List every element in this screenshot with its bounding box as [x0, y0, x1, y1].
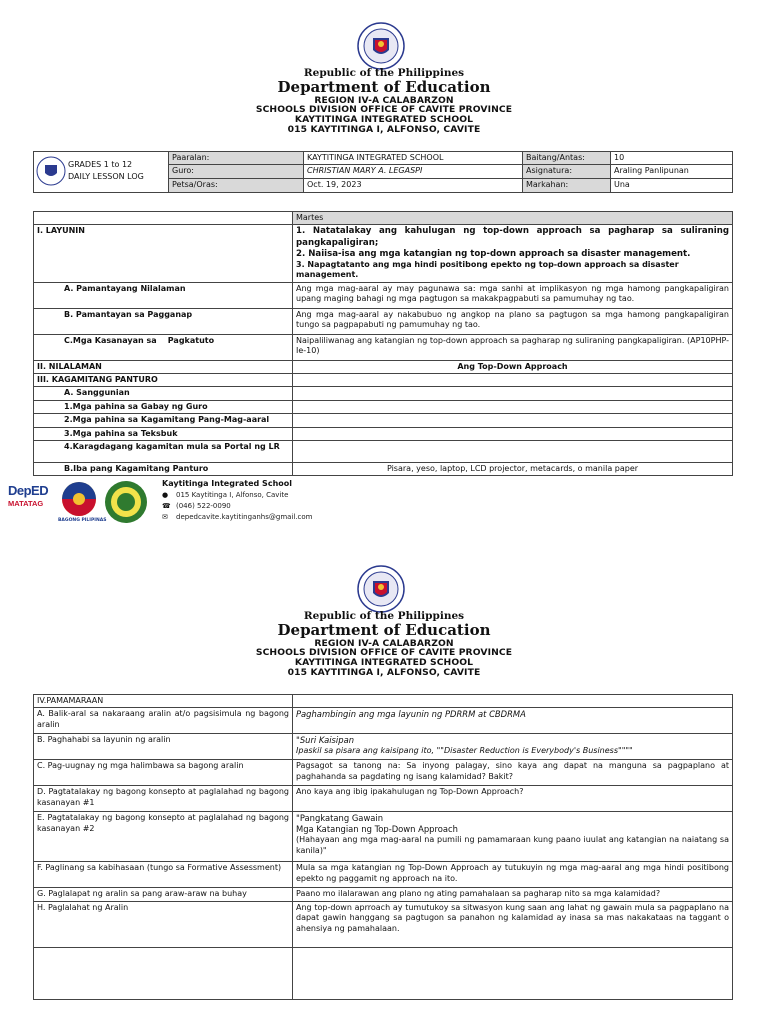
footer-block	[8, 477, 408, 532]
deped-logo-text: DepED	[8, 483, 49, 498]
pamamaraan-value-a: Paghambingin ang mga layunin ng PDRRM at CBDRMA	[293, 708, 733, 734]
katangian-title-text: Mga Katangian ng Top-Down Approach	[296, 824, 458, 835]
school-text: KAYTITINGA INTEGRATED SCHOOL	[294, 114, 474, 126]
school-text-page2: KAYTITINGA INTEGRATED SCHOOL	[294, 657, 474, 669]
pamamaraan-value-h: Ang top-down aprroach ay tumutukoy sa sitwasyon kung saan ang lahat ng gawain mula sa pagpaplano na dapat gawin hanggang sa pagtugon sa panahon ng kalamidad ay inasa sa mas nakakataas na taggant o ahensiya ng pamahalaan.	[293, 901, 733, 947]
sanggunian-value	[293, 387, 733, 400]
pamamaraan-label-f: F. Paglinang sa kabihasaan (tungo sa Formative Assessment)	[34, 862, 293, 888]
header-block-page2	[0, 611, 768, 678]
pamamaraan-title: IV.PAMAMARAAN	[34, 695, 293, 708]
grades-text: GRADES 1 to 12	[68, 159, 133, 169]
paaralan-value: KAYTITINGA INTEGRATED SCHOOL	[304, 152, 523, 165]
guro-label: Guro:	[169, 165, 304, 179]
footer-phone: (046) 522-0090	[176, 502, 231, 510]
kagamitan-value	[293, 374, 733, 387]
objective-2: 2. Naiisa-isa ang mga katangian ng top-down approach sa disaster management.	[296, 248, 691, 259]
teksbuk-value	[293, 427, 733, 440]
location-icon: ●	[162, 491, 169, 499]
pamamaraan-value-c: Pagsagot sa tanong na: Sa inyong palagay, sino kaya ang dapat na manguna sa pagpaplano at paghahanda sa pagdating ng isang kalamidad? Bakit?	[293, 760, 733, 786]
division-text-page2: SCHOOLS DIVISION OFFICE OF CAVITE PROVINCE	[255, 647, 513, 659]
pamamaraan-label-d: D. Pagtatalakay ng bagong konsepto at paglalahad ng bagong kasanayan #1	[34, 786, 293, 812]
objective-1: 1. Natatalakay ang kahulugan ng top-down approach sa pagharap sa suliraning pangkapaligiran;	[296, 226, 729, 248]
suri-kaisipan-text: "Suri Kaisipan	[296, 735, 355, 746]
republic-text: Republic of the Philippines	[303, 67, 465, 79]
iba-label: B.Iba pang Kagamitang Panturo	[34, 463, 293, 476]
pamamaraan-value-b	[293, 734, 733, 760]
markahan-value: Una	[611, 179, 733, 192]
nilalaman-label: II. NILALAMAN	[34, 360, 293, 373]
pamamaraan-label-h: H. Paglalahat ng Aralin	[34, 901, 293, 947]
petsa-value: Oct. 19, 2023	[304, 179, 523, 192]
petsa-label: Petsa/Oras:	[169, 179, 304, 192]
log-text: DAILY LESSON LOG	[68, 171, 144, 181]
pamantayang-nilalaman-value: Ang mga mag-aaral ay may pagunawa sa: mga sanhi at implikasyon ng mga hamong pangkapaligiran upang maging bahagi ng mga pagtugon sa makakpagpabuti sa pamumuhay ng tao.	[293, 282, 733, 308]
department-title-page2: Department of Education	[277, 621, 491, 640]
asignatura-label: Asignatura:	[523, 165, 611, 179]
portal-label: 4.Karagdagang kagamitan mula sa Portal ng LR	[34, 441, 293, 463]
asignatura-value: Araling Panlipunan	[611, 165, 733, 179]
bagong-pilipinas-text: BAGONG PILIPINAS	[58, 518, 107, 523]
pangkatang-gawain-text: "Pangkatang Gawain	[296, 813, 384, 824]
address-text-page2: 015 KAYTITINGA I, ALFONSO, CAVITE	[287, 667, 481, 679]
pamantayan-pagganap-value: Ang mga mag-aaral ay nakabubuo ng angkop na plano sa pagtugon sa mga hamong pangkapaligiran tungo sa pagpapabuti ng pamumuhay ng tao.	[293, 308, 733, 334]
kagamitan-label: III. KAGAMITANG PANTURO	[34, 374, 293, 387]
info-table	[33, 151, 733, 193]
pamamaraan-label-g: G. Paglalapat ng aralin sa pang araw-araw na buhay	[34, 888, 293, 901]
phone-icon: ☎	[162, 502, 171, 510]
nilalaman-value: Ang Top-Down Approach	[293, 360, 733, 373]
blank-header-cell	[34, 212, 293, 225]
pamamaraan-blank-label	[34, 947, 293, 999]
dll-title-cell	[34, 152, 169, 193]
pamantayan-pagganap-label: B. Pamantayan sa Pagganap	[34, 308, 293, 334]
gabay-label: 1.Mga pahina sa Gabay ng Guro	[34, 400, 293, 413]
deped-seal-icon-page2	[357, 565, 405, 613]
footer-email: depedcavite.kaytitinganhs@gmail.com	[176, 513, 313, 521]
pamamaraan-value-g: Paano mo ilalarawan ang plano ng ating pamahalaan sa pagharap nito sa mga kalamidad?	[293, 888, 733, 901]
sanggunian-label: A. Sanggunian	[34, 387, 293, 400]
pamamaraan-label-e: E. Pagtatalakay ng bagong konsepto at paglalahad ng bagong kasanayan #2	[34, 812, 293, 862]
deped-seal-small-icon	[36, 156, 66, 186]
republic-text-page2: Republic of the Philippines	[303, 610, 465, 622]
hahayaan-text: (Hahayaan ang mga mag-aaral na pumili ng pamamaraan kung paano iuulat ang katangian na naiatang sa kanila)"	[296, 835, 729, 855]
objective-3: 3. Napagtatanto ang mga hindi positibong epekto ng top-down approach sa disaster management.	[296, 259, 679, 280]
guro-value: CHRISTIAN MARY A. LEGASPI	[304, 165, 523, 179]
objectives-cell	[293, 225, 733, 282]
pamamaraan-table	[33, 694, 733, 1000]
region-text-page2: REGION IV-A CALABARZON	[314, 637, 454, 649]
matatag-logo-text: MATATAG	[8, 499, 44, 508]
region-text: REGION IV-A CALABARZON	[314, 94, 454, 106]
portal-value	[293, 441, 733, 463]
kagamitang-value	[293, 414, 733, 427]
gabay-value	[293, 400, 733, 413]
kagamitang-label: 2.Mga pahina sa Kagamitang Pang-Mag-aaral	[34, 414, 293, 427]
baitang-value: 10	[611, 152, 733, 165]
footer-address: 015 Kaytitinga I, Alfonso, Cavite	[176, 491, 289, 499]
day-header: Martes	[293, 212, 733, 225]
header-block	[0, 68, 768, 135]
pamamaraan-label-c: C. Pag-uugnay ng mga halimbawa sa bagong aralin	[34, 760, 293, 786]
teksbuk-label: 3.Mga pahina sa Teksbuk	[34, 427, 293, 440]
pamamaraan-title-blank	[293, 695, 733, 708]
pamamaraan-blank-value	[293, 947, 733, 999]
kasanayan-value: Naipaliliwanag ang katangian ng top-down approach sa pagharap ng suliraning pangkapaligiran. (AP10PHP-Ie-10)	[293, 334, 733, 360]
pamamaraan-value-e	[293, 812, 733, 862]
department-title: Department of Education	[277, 78, 491, 97]
kasanayan-label: C.Mga Kasanayan sa Pagkatuto	[34, 334, 293, 360]
pamamaraan-label-b: B. Paghahabi sa layunin ng aralin	[34, 734, 293, 760]
pamamaraan-value-f: Mula sa mga katangian ng Top-Down Approach ay tutukuyin ng mga mag-aaral ang mga hindi positibong epekto ng paggamit ng approach na ito.	[293, 862, 733, 888]
deped-matatag-logo	[8, 483, 54, 523]
pamamaraan-label-a: A. Balik-aral sa nakaraang aralin at/o pagsisimula ng bagong aralin	[34, 708, 293, 734]
division-text: SCHOOLS DIVISION OFFICE OF CAVITE PROVINCE	[255, 104, 513, 116]
layunin-label: I. LAYUNIN	[34, 225, 293, 282]
footer-school-name: Kaytitinga Integrated School	[162, 479, 292, 488]
deped-seal-icon	[357, 22, 405, 70]
address-text: 015 KAYTITINGA I, ALFONSO, CAVITE	[287, 124, 481, 136]
markahan-label: Markahan:	[523, 179, 611, 192]
pamamaraan-value-d: Ano kaya ang ibig ipakahulugan ng Top-Down Approach?	[293, 786, 733, 812]
bagong-pilipinas-logo-icon	[60, 480, 98, 518]
iba-value: Pisara, yeso, laptop, LCD projector, metacards, o manila paper	[293, 463, 733, 476]
lesson-plan-table	[33, 211, 733, 476]
baitang-label: Baitang/Antas:	[523, 152, 611, 165]
paaralan-label: Paaralan:	[169, 152, 304, 165]
kaisipan-text: Ipaskil sa pisara ang kaisipang ito, ""Disaster Reduction is Everybody's Business""""	[296, 746, 633, 756]
school-seal-icon	[104, 480, 148, 524]
pamantayang-nilalaman-label: A. Pamantayang Nilalaman	[34, 282, 293, 308]
email-icon: ✉	[162, 513, 168, 521]
